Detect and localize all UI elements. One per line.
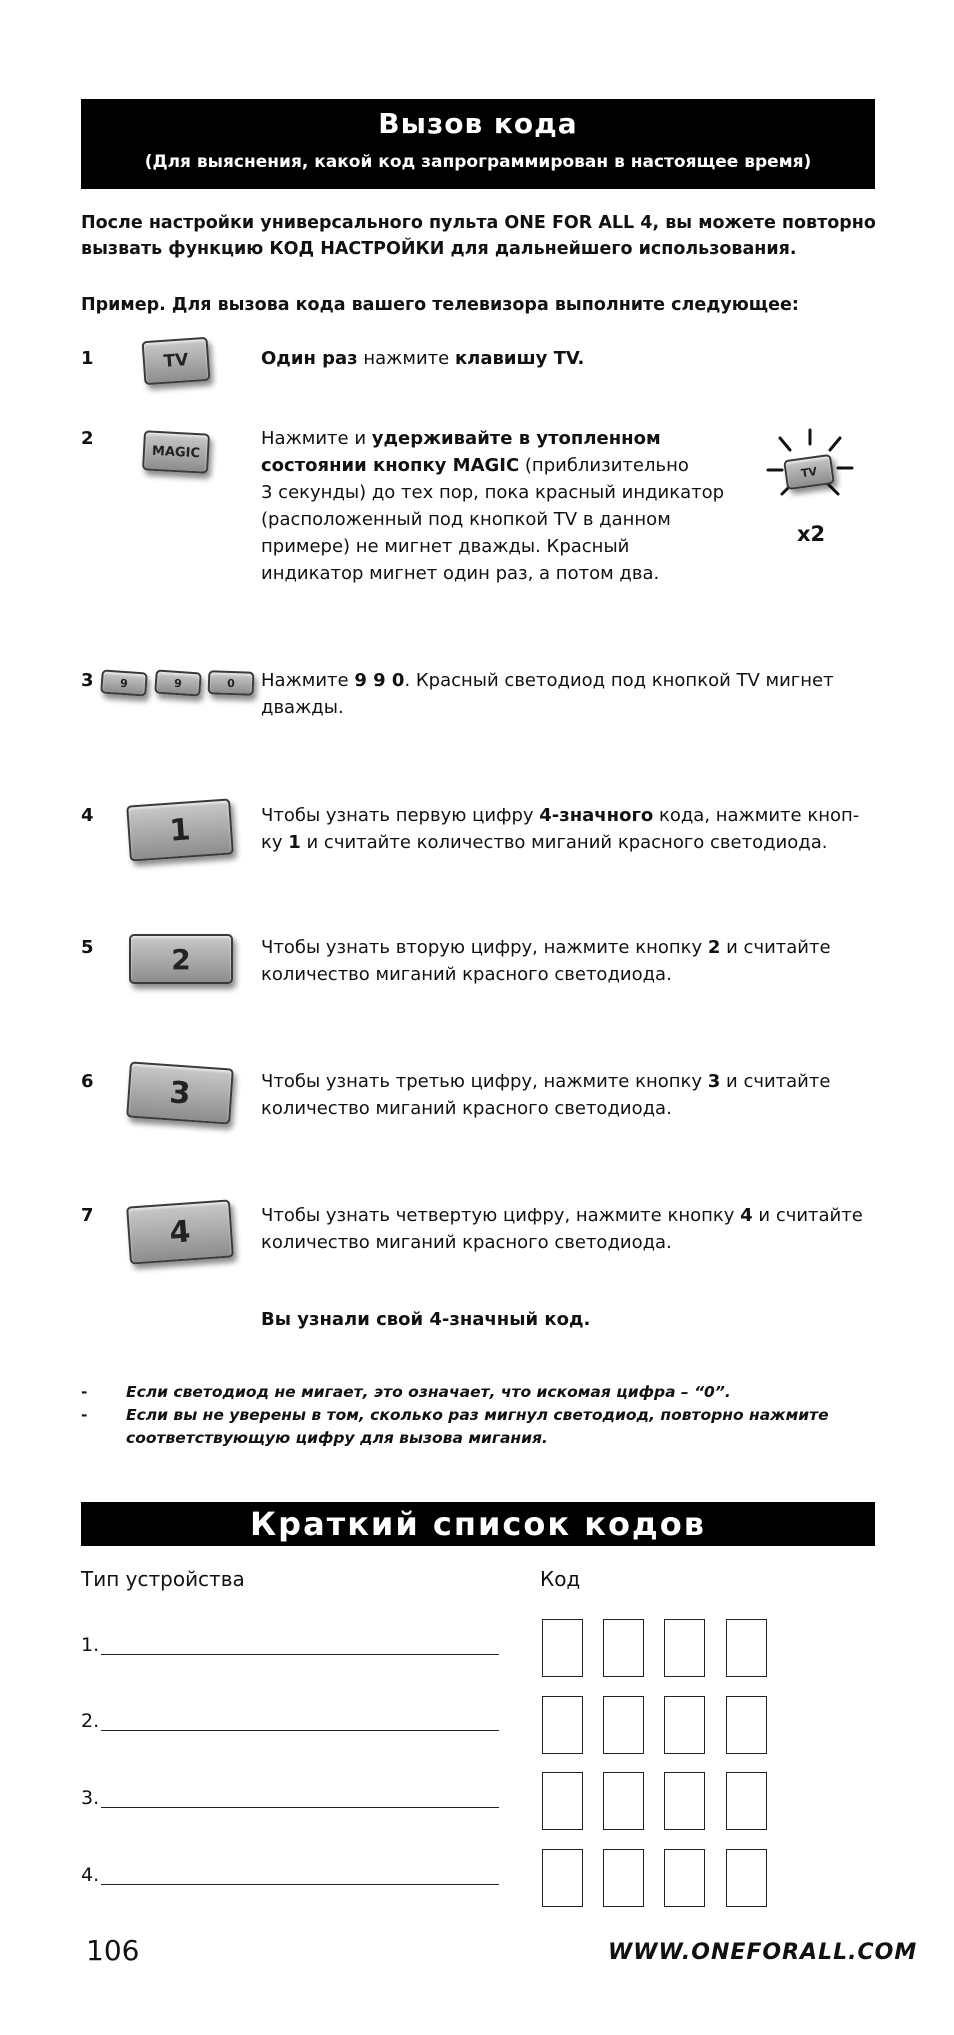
code-digit-box bbox=[726, 1696, 767, 1754]
step-number: 5 bbox=[81, 937, 94, 958]
code-digit-box bbox=[603, 1772, 644, 1830]
row-number: 4. bbox=[81, 1864, 100, 1886]
code-digit-box bbox=[603, 1619, 644, 1677]
code-digit-box bbox=[664, 1696, 705, 1754]
code-digit-box bbox=[664, 1619, 705, 1677]
digit-2-key-icon: 2 bbox=[129, 934, 233, 984]
code-digit-box bbox=[542, 1849, 583, 1907]
magic-key-icon: MAGIC bbox=[142, 430, 210, 473]
intro-line: вызвать функцию КОД НАСТРОЙКИ для дальнейшего использования. bbox=[81, 239, 797, 259]
device-type-entry-line bbox=[101, 1884, 499, 1885]
digit-1-key-icon: 1 bbox=[126, 798, 234, 861]
quick-code-list-banner bbox=[81, 1502, 875, 1546]
note-item: - Если вы не уверены в том, сколько раз мигнул светодиод, повторно нажмите bbox=[81, 1406, 829, 1424]
code-digit-box bbox=[726, 1772, 767, 1830]
step-number: 3 bbox=[81, 670, 94, 691]
code-digit-box bbox=[542, 1696, 583, 1754]
device-type-entry-line bbox=[101, 1807, 499, 1808]
code-digit-box bbox=[542, 1772, 583, 1830]
example-heading: Пример. Для вызова кода вашего телевизора выполните следующее: bbox=[81, 295, 799, 315]
step-2-text: Нажмите и удерживайте в утопленном состоянии кнопку MAGIC (приблизительно 3 секунды) до тех пор, пока красный индикатор (расположенный под кнопкой TV в данном примере) не мигнет дважды. Красный индикатор мигнет один раз, а потом два. bbox=[261, 428, 725, 584]
code-digit-box bbox=[726, 1849, 767, 1907]
notes-list bbox=[81, 1381, 881, 1450]
tv-key-blink-icon: TV bbox=[783, 454, 835, 490]
step-number: 7 bbox=[81, 1205, 94, 1226]
intro-line: После настройки универсального пульта ONE FOR ALL 4, вы можете повторно bbox=[81, 213, 876, 233]
recall-code-banner bbox=[81, 99, 875, 189]
step-number: 4 bbox=[81, 805, 94, 826]
note-item: - Если светодиод не мигает, это означает, что искомая цифра – “0”. bbox=[81, 1383, 731, 1401]
code-digit-box bbox=[664, 1849, 705, 1907]
row-number: 2. bbox=[81, 1710, 100, 1732]
step-6-text: Чтобы узнать третью цифру, нажмите кнопку 3 и считайте количество миганий красного светодиода. bbox=[261, 1071, 831, 1119]
digit-0-key-icon: 0 bbox=[208, 670, 255, 696]
blink-count-label: x2 bbox=[797, 522, 826, 546]
code-column-header: Код bbox=[540, 1567, 581, 1591]
step-4-text: Чтобы узнать первую цифру 4-значного кода, нажмите кноп- ку 1 и считайте количество миганий красного светодиода. bbox=[261, 805, 860, 853]
code-digit-box bbox=[603, 1696, 644, 1754]
code-digit-box bbox=[603, 1849, 644, 1907]
step-number: 2 bbox=[81, 428, 94, 449]
quick-code-list-title: Краткий список кодов bbox=[250, 1505, 706, 1543]
step-number: 6 bbox=[81, 1071, 94, 1092]
note-item-continuation: соответствующую цифру для вызова мигания. bbox=[126, 1429, 548, 1447]
intro-paragraph bbox=[81, 210, 881, 262]
recall-code-subtitle: (Для выяснения, какой код запрограммирован в настоящее время) bbox=[144, 152, 812, 172]
code-digit-box bbox=[542, 1619, 583, 1677]
tv-key-icon: TV bbox=[142, 337, 211, 385]
step-7-text: Чтобы узнать четвертую цифру, нажмите кнопку 4 и считайте количество миганий красного светодиода. bbox=[261, 1205, 863, 1253]
digit-9-key-icon: 9 bbox=[100, 669, 148, 696]
step-3-text: Нажмите 9 9 0. Красный светодиод под кнопкой TV мигнет дважды. bbox=[261, 670, 834, 718]
recall-code-title: Вызов кода bbox=[378, 107, 578, 140]
step-5-text: Чтобы узнать вторую цифру, нажмите кнопку 2 и считайте количество миганий красного светодиода. bbox=[261, 937, 831, 985]
step-number: 1 bbox=[81, 348, 94, 369]
code-digit-box bbox=[664, 1772, 705, 1830]
website-url: WWW.ONEFORALL.COM bbox=[608, 1940, 918, 1965]
device-type-entry-line bbox=[101, 1730, 499, 1731]
device-type-entry-line bbox=[101, 1654, 499, 1655]
row-number: 3. bbox=[81, 1787, 100, 1809]
digit-9-key-icon: 9 bbox=[154, 669, 202, 696]
result-statement: Вы узнали свой 4-значный код. bbox=[261, 1309, 591, 1330]
step-1-text: Один раз нажмите клавишу TV. bbox=[261, 348, 585, 369]
code-digit-box bbox=[726, 1619, 767, 1677]
row-number: 1. bbox=[81, 1634, 100, 1656]
page-number: 106 bbox=[86, 1934, 140, 1967]
digit-4-key-icon: 4 bbox=[126, 1199, 234, 1264]
device-type-column-header: Тип устройства bbox=[81, 1567, 245, 1591]
digit-3-key-icon: 3 bbox=[126, 1061, 234, 1124]
